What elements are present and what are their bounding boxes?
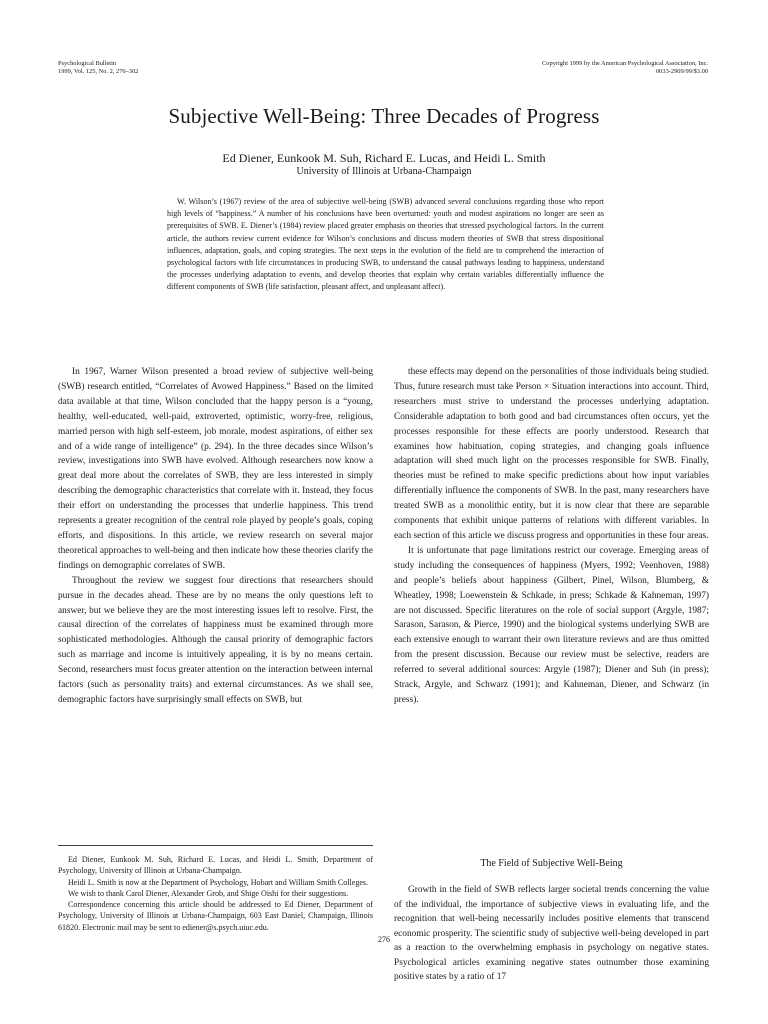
journal-header [58,60,138,76]
body-paragraph: It is unfortunate that page limitations restrict our coverage. Emerging areas of study including the consequences of happiness (Myers, 1992; Veenhoven, 1988) and people’s beliefs about happiness (Gilbert, Pinel, Wilson, Blumberg, & Wheatley, 1998; Loewenstein & Schkade, in press; Schkade & Kahneman, 1997) are not discussed. Specific literatures on the role of social support (Argyle, 1987; Sarason, Sarason, & Pierce, 1990) and the biological systems underlying SWB are each extensive enough to warrant their own literature reviews and are thus omitted from the present discussion. Because our review must be selective, readers are referred to several additional sources: Argyle (1987); Diener and Suh (in press); Strack, Argyle, and Schwarz (1991); and Kahneman, Diener, and Schwarz (in press). [394,545,709,705]
article-authors: Ed Diener, Eunkook M. Suh, Richard E. Lucas, and Heidi L. Smith [222,151,546,165]
section-paragraph: Growth in the field of SWB reflects larger societal trends concerning the value of the individual, the importance of subjective views in evaluating life, and the recognition that well-being necessarily includes positive elements that transcend economic prosperity. The scientific study of subjective well-being developed in part as a reaction to the overwhelming emphasis in psychology on negative states. Psychological articles examining negative states outnumber those examining positive states by a ratio of 17 [394,885,709,982]
footnote: We wish to thank Carol Diener, Alexander Grob, and Shige Oishi for their suggestions. [68,888,349,898]
copyright-header [542,60,708,76]
body-paragraph: these effects may depend on the personalities of those individuals being studied. Thus, future research must take Person × Situation interactions into account. Third, researchers must strive to understand the processes underlying adaptation. Considerable adaptation to both good and bad circumstances often occurs, yet the processes responsible for these effects are poorly understood. Research that examines how habituation, coping strategies, and changing goals influence adaptation will shed much light on the processes responsible for SWB. Finally, theories must be refined to make specific predictions about how input variables differentially influence the components of SWB. In the past, many researchers have treated SWB as a monolithic entity, but it is now clear that there are separable components that exhibit unique patterns of relations with different variables. In each section of this article we discuss progress and opportunities in these four areas. [394,367,709,541]
left-column [58,365,373,708]
journal-name: Psychological Bulletin [58,60,117,67]
author-affiliation: University of Illinois at Urbana-Champaign [296,166,472,177]
abstract: W. Wilson’s (1967) review of the area of subjective well-being (SWB) advanced several conclusions regarding those who report high levels of “happiness.” A number of his conclusions have been overturned: youth and modest aspirations no longer are seen as prerequisites of SWB. E. Diener’s (1984) review placed greater emphasis on theories that stressed psychological factors. In the current article, the authors review current evidence for Wilson’s conclusions and discuss modern theories of SWB that stress dispositional influences, adaptation, goals, and coping strategies. The next steps in the evolution of the field are to comprehend the interaction of psychological factors with life circumstances in producing SWB, to understand the causal pathways leading to happiness, understand the processes underlying adaptation to events, and develop theories that explain why certain variables differentially influence the different components of SWB (life satisfaction, pleasant affect, and unpleasant affect). [167,197,604,292]
journal-citation: 1999, Vol. 125, No. 2, 276–302 [58,68,139,75]
right-column [394,365,709,708]
author-notes [58,854,373,933]
footnote-divider [58,845,373,846]
price-code: 0033-2909/99/$3.00 [655,68,708,75]
footnote: Correspondence concerning this article should be addressed to Ed Diener, Department of Psychology, University of Illinois at Urbana-Champaign, 603 East Daniel, Champaign, Illinois 61820. Electronic mail may be sent to ediener@s.psych.uiuc.edu. [58,900,373,932]
article-title: Subjective Well-Being: Three Decades of Progress [168,104,600,128]
body-paragraph: In 1967, Warner Wilson presented a broad review of subjective well-being (SWB) research entitled, “Correlates of Avowed Happiness.” Based on the limited data available at that time, Wilson concluded that the happy person is a “young, healthy, well-educated, well-paid, extroverted, optimistic, worry-free, religious, married person with high self-esteem, job morale, modest aspirations, of either sex and of a wide range of intelligence” (p. 294). In the three decades since Wilson’s review, investigations into SWB have evolved. Although researchers now know a great deal more about the correlates of SWB, they are less interested in simply describing the demographic characteristics that correlate with it. Instead, they focus their effort on understanding the processes that underlie happiness. This trend represents a greater recognition of the central role played by people’s goals, coping efforts, and dispositions. In this article, we review research on several major theoretical approaches to well-being and then indicate how these theories clarify the findings on demographic correlates of SWB. [58,367,373,571]
section-heading: The Field of Subjective Well-Being [480,858,623,869]
page-number: 276 [378,935,390,944]
footnote: Heidi L. Smith is now at the Department of Psychology, Hobart and William Smith Colleges. [68,877,369,887]
body-paragraph: Throughout the review we suggest four directions that researchers should pursue in the decades ahead. These are by no means the only questions left to answer, but we believe they are the most interesting issues left to resolve. First, the causal direction of the correlates of happiness must be examined through more sophisticated methodologies. Although the causal priority of demographic factors such as marriage and income is intuitively appealing, it is by no means certain. Second, researchers must focus greater attention on the interaction between internal factors (such as personality traits) and external circumstances. As we shall see, demographic factors have surprisingly small effects on SWB, but [58,575,373,705]
footnote: Ed Diener, Eunkook M. Suh, Richard E. Lucas, and Heidi L. Smith, Department of Psychology, University of Illinois at Urbana-Champaign. [58,855,373,876]
copyright-line: Copyright 1999 by the American Psychological Association, Inc. [542,60,708,67]
